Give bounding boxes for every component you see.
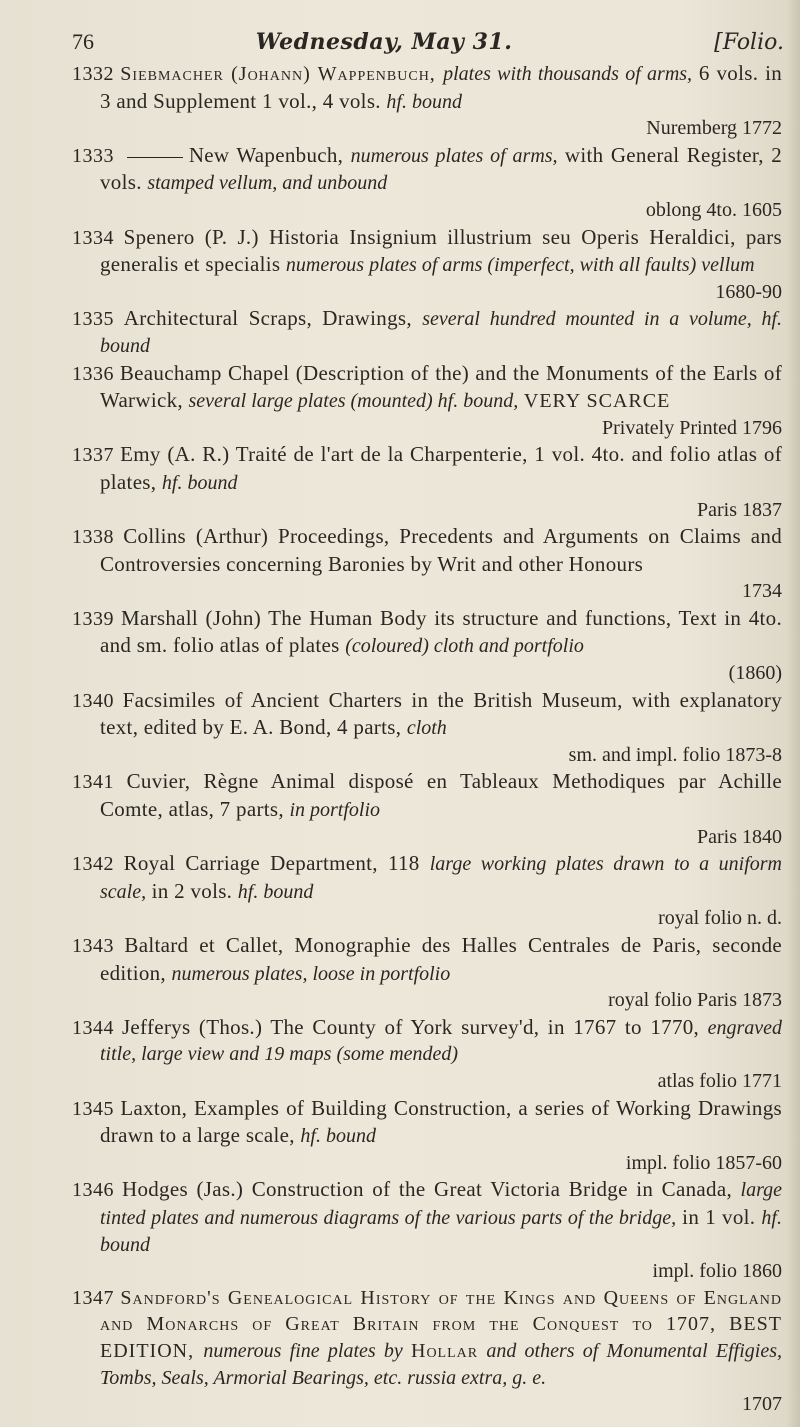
page-edge-shadow — [786, 0, 800, 1427]
lot-text: numerous plates, loose in portfolio — [171, 962, 451, 985]
lot-imprint: atlas folio 1771 — [657, 1069, 782, 1092]
lot-text: several hundred mounted in a volume, hf. bound — [100, 308, 783, 357]
lot-imprint: impl. folio 1860 — [652, 1260, 782, 1283]
lot-text: 6 vols. in 3 and Supplement 1 vol., 4 vols. — [100, 61, 783, 113]
lot-number: 1345 — [72, 1097, 114, 1120]
lot-number: 1337 — [72, 444, 114, 467]
lot-text: plates with thousands of arms, — [443, 63, 693, 85]
lot-text: hf. bound — [161, 471, 238, 494]
lot-text: in 2 vols. — [146, 878, 238, 903]
lot-entry — [72, 142, 782, 224]
lot-number: 1341 — [72, 771, 114, 794]
lot-text: large tinted plates and numerous diagrams of the various parts of the bridge, — [100, 1179, 783, 1229]
ditto-dash — [127, 157, 183, 158]
lot-entry — [72, 441, 782, 523]
page-number: 76 — [72, 29, 94, 54]
lot-text: several large plates (mounted) hf. bound, — [188, 390, 519, 413]
lot-text: Marshall (John) The Human Body its structure and functions, Text in 4to. and sm. folio atlas of plates — [100, 605, 783, 658]
lot-text: in portfolio — [289, 799, 381, 822]
lot-entry — [72, 850, 782, 932]
lot-entry — [72, 932, 782, 1014]
lot-entry — [72, 360, 782, 442]
lot-entry — [72, 523, 782, 605]
lot-entry — [72, 1176, 782, 1284]
lot-imprint: (1860) — [728, 662, 782, 685]
lot-number: 1344 — [72, 1016, 114, 1039]
lot-number: 1340 — [72, 689, 114, 712]
lot-number: 1338 — [72, 526, 114, 549]
lot-text: Beauchamp Chapel (Description of the) and the Monuments of the Earls of Warwick, — [100, 360, 782, 413]
lot-imprint: impl. folio 1857-60 — [625, 1151, 782, 1174]
lot-number: 1332 — [72, 63, 114, 85]
lot-number: 1333 — [72, 144, 114, 167]
lot-text: Hollar — [411, 1339, 479, 1362]
lot-entry — [72, 605, 782, 687]
lot-text: Emy (A. R.) Traité de l'art de la Charpenterie, 1 vol. 4to. and folio atlas of plates, — [100, 442, 783, 494]
lot-entry — [72, 1014, 782, 1095]
format-label: [Folio. — [714, 30, 784, 55]
lot-number: 1334 — [72, 226, 114, 249]
lot-text: New Wapenbuch, — [188, 142, 351, 167]
lot-text: numerous plates of arms, — [350, 144, 558, 167]
lot-text: Spenero (P. J.) Historia Insignium illustrium seu Operis Heraldici, pars generalis et specialis — [100, 224, 783, 277]
lot-imprint: Privately Printed 1796 — [602, 416, 782, 439]
lot-text: large working plates drawn to a uniform scale, — [100, 853, 783, 903]
lot-text: VERY SCARCE — [518, 390, 671, 413]
lot-text: Facsimiles of Ancient Charters in the British Museum, with explanatory text, edited by E. A. Bond, 4 parts, — [100, 687, 783, 740]
lot-number: 1342 — [72, 853, 114, 876]
lot-imprint: sm. and impl. folio 1873-8 — [568, 743, 782, 766]
page-header — [72, 28, 784, 56]
lot-text: Laxton, Examples of Building Construction, a series of Working Drawings drawn to a large scale, — [100, 1095, 782, 1148]
lot-text: Siebmacher (Johann) Wappenbuch, — [120, 63, 444, 85]
lot-text: BEST EDITION, — [100, 1313, 782, 1362]
lot-entry — [72, 768, 782, 850]
lot-entry — [72, 687, 782, 769]
lot-number: 1339 — [72, 607, 114, 630]
lot-imprint: royal folio n. d. — [658, 907, 782, 930]
lot-text: hf. bound — [100, 1206, 782, 1256]
lot-number: 1336 — [72, 362, 114, 385]
lot-text: numerous plates of arms (imperfect, with all faults) vellum — [285, 254, 755, 277]
lot-number: 1346 — [72, 1179, 114, 1202]
lot-imprint: Paris 1840 — [697, 825, 782, 848]
lot-text: Royal Carriage Department, 118 — [123, 851, 430, 876]
lot-number: 1335 — [72, 308, 114, 331]
lot-imprint: Paris 1837 — [697, 498, 782, 521]
lot-text: engraved title, large view and 19 maps (some mended) — [100, 1016, 783, 1066]
lot-text: with General Register, 2 vols. — [100, 142, 783, 195]
lot-imprint: 1734 — [742, 580, 782, 603]
lot-text: hf. bound — [300, 1125, 376, 1148]
lot-text: Hodges (Jas.) Construction of the Great Victoria Bridge in Canada, — [121, 1177, 741, 1202]
lot-text: Collins (Arthur) Proceedings, Precedents and Arguments on Claims and Controversies concerning Baronies by Writ and other Honours — [100, 524, 783, 576]
lot-entry — [72, 60, 782, 142]
lot-text: and others of Monumental Effigies, Tombs, Seals, Armorial Bearings, etc. russia extra, g. e. — [100, 1339, 782, 1389]
lot-text: (coloured) cloth and portfolio — [345, 635, 584, 658]
lot-entry — [72, 1285, 782, 1418]
lot-text: Sandford's Genealogical History of the Kings and Queens of England and Monarchs of Great Britain from the Conquest to 1707, — [100, 1286, 783, 1336]
lot-text: in 1 vol. — [676, 1204, 762, 1229]
lot-number: 1343 — [72, 935, 114, 957]
lot-text: Cuvier, Règne Animal disposé en Tableaux Methodiques par Achille Comte, atlas, 7 parts, — [100, 769, 783, 822]
lot-list — [72, 60, 782, 1418]
lot-entry — [72, 224, 782, 306]
lot-imprint: oblong 4to. 1605 — [645, 198, 782, 221]
lot-entry — [72, 305, 782, 359]
lot-imprint: 1707 — [742, 1393, 782, 1416]
lot-text: cloth — [406, 717, 447, 740]
lot-text: hf. bound — [386, 90, 462, 113]
sale-date: Wednesday, May 31. — [255, 29, 513, 55]
lot-text: stamped vellum, and unbound — [147, 172, 388, 195]
lot-number: 1347 — [72, 1286, 114, 1309]
lot-text: Baltard et Callet, Monographie des Halles Centrales de Paris, seconde edition, — [100, 933, 783, 985]
lot-entry — [72, 1095, 782, 1177]
lot-imprint: Nuremberg 1772 — [646, 117, 782, 140]
lot-imprint: 1680-90 — [715, 280, 782, 303]
lot-text: Jefferys (Thos.) The County of York survey'd, in 1767 to 1770, — [121, 1014, 708, 1039]
lot-imprint: royal folio Paris 1873 — [608, 989, 782, 1012]
lot-text: numerous fine plates by — [203, 1339, 411, 1362]
lot-text: hf. bound — [237, 880, 314, 903]
lot-text: Architectural Scraps, Drawings, — [123, 306, 423, 331]
